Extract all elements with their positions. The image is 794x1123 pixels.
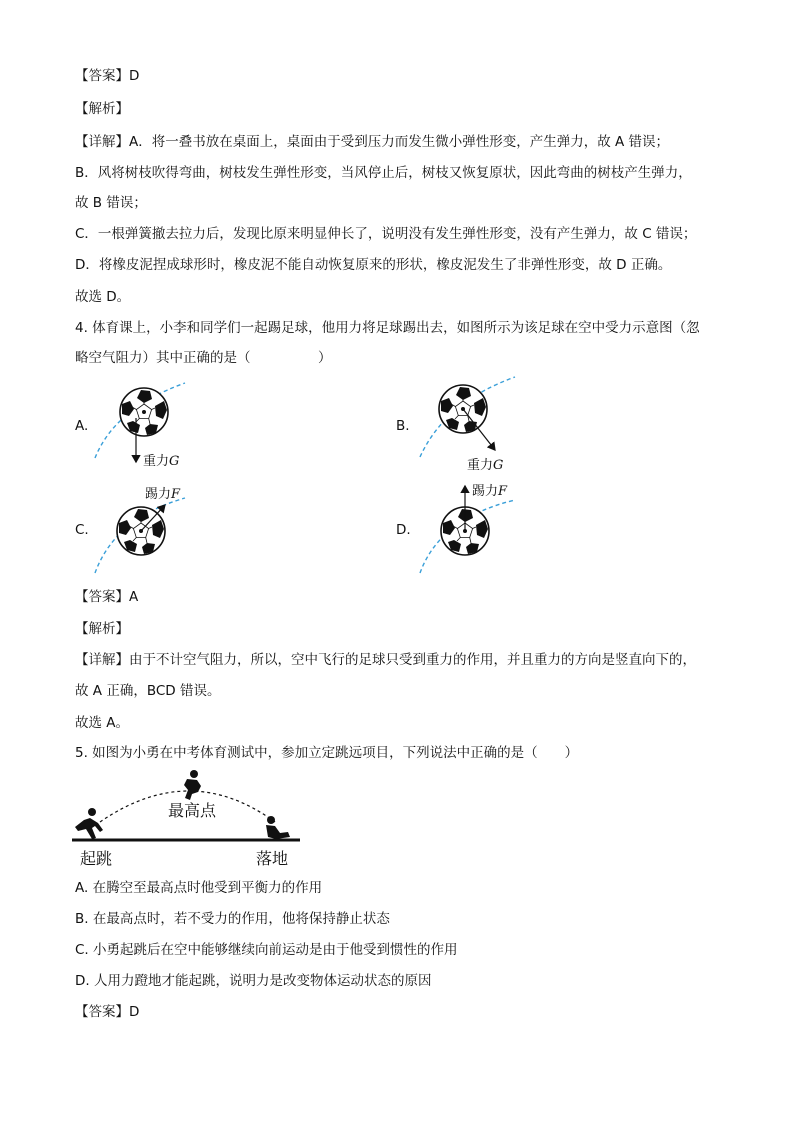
q5-stem: 5. 如图为小勇在中考体育测试中，参加立定跳远项目，下列说法中正确的是（ ） [75,745,579,761]
landing-label: 落地 [256,849,289,868]
force-label: 踢力F [472,484,508,499]
detail-tag: 【详解】 [75,134,129,150]
q3-analysis-tag: 【解析】 [75,101,129,117]
q5-option-a: A. 在腾空至最高点时他受到平衡力的作用 [75,880,323,896]
q3-detail-line-3: 故 B 错误； [75,195,147,211]
q4-option-d-figure [410,478,540,580]
answer-value: A [129,589,139,605]
q5-option-d: D. 人用力蹬地才能起跳，说明力是改变物体运动状态的原因 [75,973,432,989]
answer-tag: 【答案】 [75,68,129,84]
force-label: 重力G [143,454,180,469]
q4-option-c-label: C. [75,522,89,538]
q3-conclusion: 故选 D。 [75,289,131,305]
force-point [142,410,146,414]
q4-stem-line-2: 略空气阻力）其中正确的是（ ） [75,350,332,366]
detail-text: A．将一叠书放在桌面上，桌面由于受到压力而发生微小弹性形变，产生弹力，故 A 错误； [129,134,670,150]
force-label: 踢力F [145,487,181,502]
q3-detail-line-5: D．将橡皮泥捏成球形时，橡皮泥不能自动恢复原来的形状，橡皮泥发生了非弹性形变，故 D 正确。 [75,257,672,273]
q4-option-b-figure [410,372,540,482]
q4-option-d-label: D. [396,522,411,538]
q5-answer-line [75,1002,139,1022]
q5-long-jump-figure [70,770,310,872]
q4-option-a-figure [85,378,215,478]
q4-option-c-figure [85,478,215,580]
detail-tag: 【详解】 [75,652,129,668]
q4-option-a-label: A. [75,418,89,434]
q4-answer-line [75,587,138,607]
landing-silhouette-icon [266,816,290,839]
q3-detail-line-2: B．风将树枝吹得弯曲，树枝发生弹性形变，当风停止后，树枝又恢复原状，因此弯曲的树枝产生弹力， [75,165,692,181]
q4-option-b-label: B. [396,418,410,434]
jumper-silhouette-icon [184,770,201,800]
runner-silhouette-icon [75,808,103,839]
q3-detail-line-1 [75,132,669,152]
q3-detail-line-4: C．一根弹簧撤去拉力后，发现比原来明显伸长了，说明没有发生弹性形变，没有产生弹力，故 C 错误； [75,226,697,242]
takeoff-label: 起跳 [80,849,113,868]
q4-conclusion: 故选 A。 [75,715,130,731]
q4-detail-line-2: 故 A 正确，BCD 错误。 [75,683,221,699]
q4-analysis-tag: 【解析】 [75,621,129,637]
answer-value: D [129,1004,140,1020]
q5-option-b: B. 在最高点时，若不受力的作用，他将保持静止状态 [75,911,390,927]
q5-option-c: C. 小勇起跳后在空中能够继续向前运动是由于他受到惯性的作用 [75,942,458,958]
q4-detail-line-1 [75,650,696,670]
highest-point-label: 最高点 [168,801,217,820]
force-label: 重力G [467,458,504,473]
q3-answer-line [75,66,139,86]
answer-value: D [129,68,140,84]
answer-tag: 【答案】 [75,589,129,605]
detail-text: 由于不计空气阻力，所以，空中飞行的足球只受到重力的作用，并且重力的方向是竖直向下的， [129,652,696,668]
q4-stem-line-1: 4. 体育课上，小李和同学们一起踢足球，他用力将足球踢出去，如图所示为该足球在空中受力示意图（忽 [75,320,700,336]
answer-tag: 【答案】 [75,1004,129,1020]
